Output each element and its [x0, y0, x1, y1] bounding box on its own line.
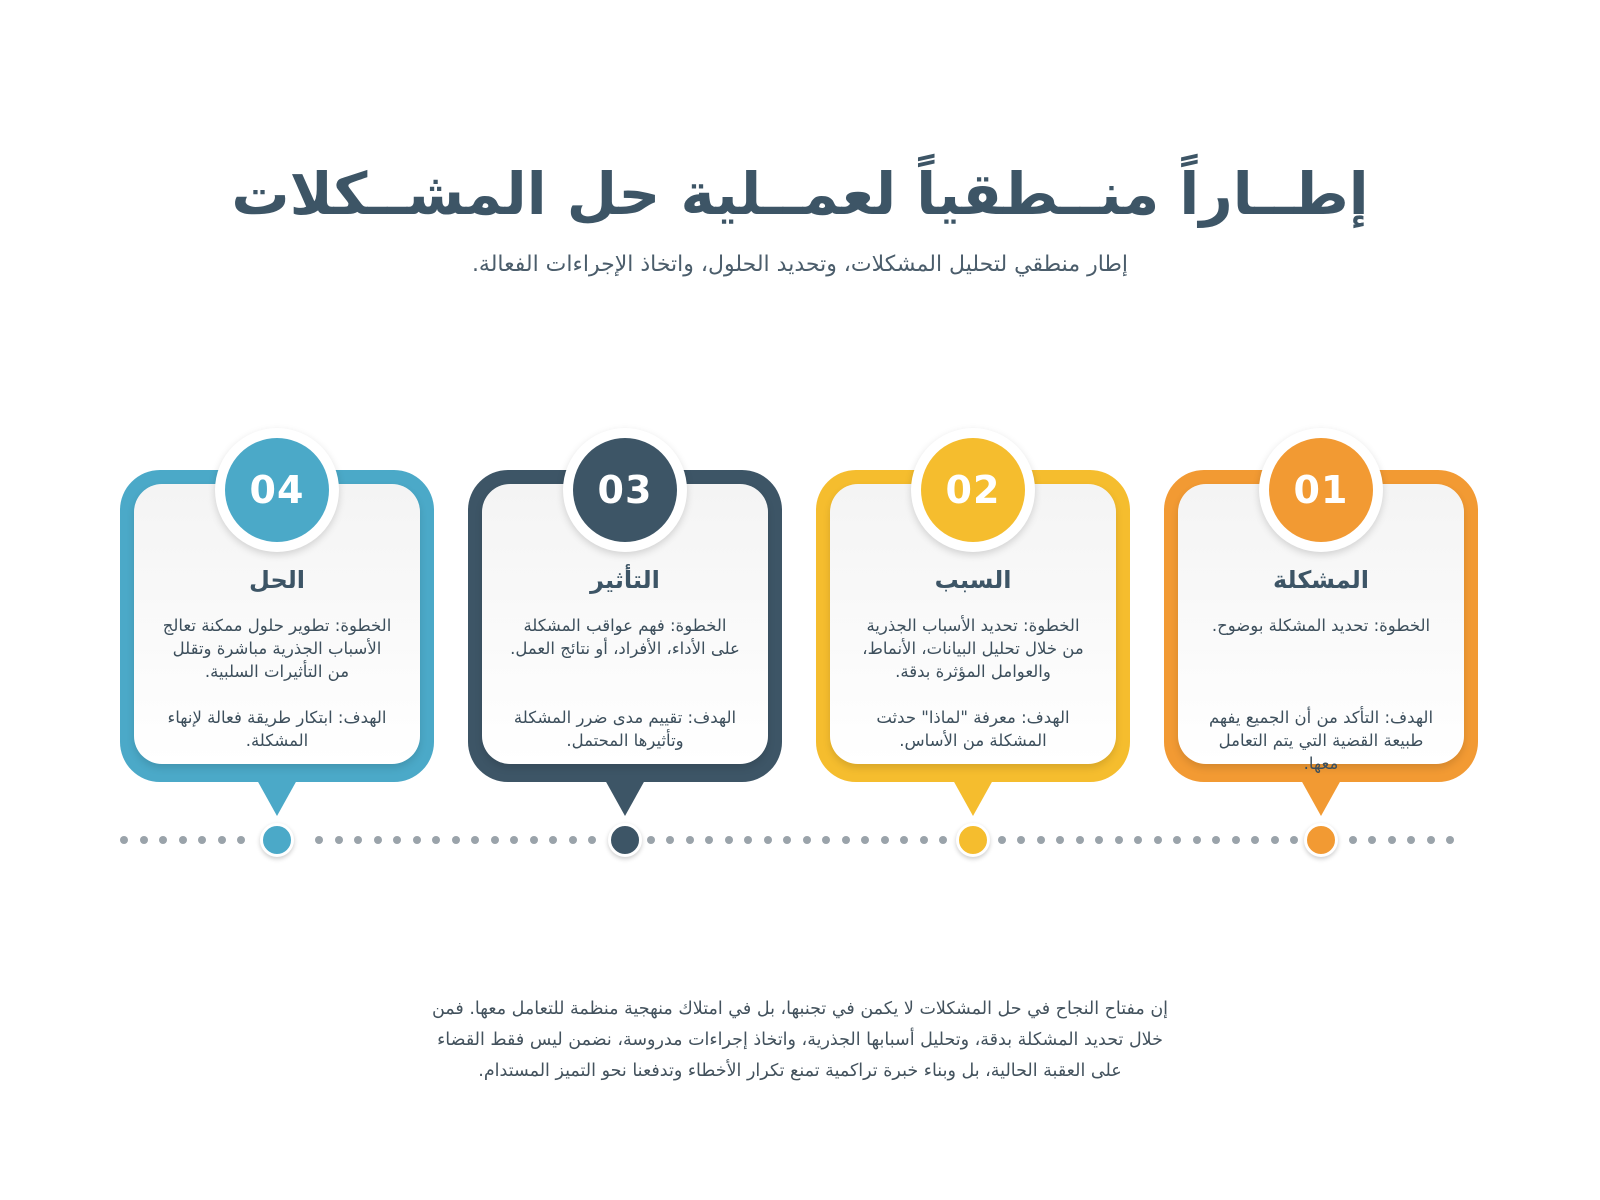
step-number-badge: 03 [573, 438, 677, 542]
timeline-dot [1251, 836, 1259, 844]
timeline-dot [783, 836, 791, 844]
timeline-dot [1134, 836, 1142, 844]
timeline-dot [1037, 836, 1045, 844]
card-title: التأثير [590, 566, 660, 594]
timeline-dot [744, 836, 752, 844]
card-goal-text: الهدف: ابتكار طريقة فعالة لإنهاء المشكلة. [167, 708, 387, 750]
timeline-dot [920, 836, 928, 844]
timeline-dot [822, 836, 830, 844]
timeline-dot [1407, 836, 1415, 844]
timeline-dot [725, 836, 733, 844]
timeline-dot [1076, 836, 1084, 844]
card-title: السبب [934, 566, 1012, 594]
timeline-dot [900, 836, 908, 844]
step-badge-ring [563, 428, 687, 552]
timeline-dot [764, 836, 772, 844]
timeline-dot [471, 836, 479, 844]
step-number-badge: 01 [1269, 438, 1373, 542]
conclusion-paragraph: إن مفتاح النجاح في حل المشكلات لا يكمن في تجنبها، بل في امتلاك منهجية منظمة للتعامل معها. فمن خلال تحديد المشكلة بدقة، وتحليل أسبابها الجذرية، واتخاذ إجراءات مدروسة، نضمن ليس فقط القضاء على العقبة الحالية، بل وبناء خبرة تراكمية تمنع تكرار الأخطاء وتدفعنا نحو التميز المستدام. [431, 999, 1169, 1081]
timeline-dot [510, 836, 518, 844]
card-title: الحل [249, 566, 305, 594]
timeline-dot [549, 836, 557, 844]
timeline-dot [588, 836, 596, 844]
card-title: المشكلة [1272, 566, 1370, 594]
timeline-dot [530, 836, 538, 844]
card-pointer [605, 780, 645, 816]
card-step-text: الخطوة: تحديد المشكلة بوضوح. [1211, 616, 1431, 635]
timeline-dot [335, 836, 343, 844]
timeline-dot [803, 836, 811, 844]
step-card-problem [1164, 470, 1478, 782]
timeline-dot [218, 836, 226, 844]
step-card-impact [468, 470, 782, 782]
timeline-dot [354, 836, 362, 844]
card-pointer [1301, 780, 1341, 816]
timeline-dot [120, 836, 128, 844]
step-number-badge: 02 [921, 438, 1025, 542]
timeline-dot [842, 836, 850, 844]
timeline-milestone [608, 823, 642, 857]
timeline-dot [1095, 836, 1103, 844]
card-goal-text: الهدف: التأكد من أن الجميع يفهم طبيعة القضية التي يتم التعامل معها. [1208, 708, 1434, 773]
timeline-milestone [1304, 823, 1338, 857]
card-step-text: الخطوة: فهم عواقب المشكلة على الأداء، الأفراد، أو نتائج العمل. [510, 616, 740, 658]
timeline-dot [666, 836, 674, 844]
timeline-dot [1388, 836, 1396, 844]
timeline-dot [1056, 836, 1064, 844]
timeline-milestone [956, 823, 990, 857]
timeline-dot [1349, 836, 1357, 844]
page-title: إطــاراً منــطقياً لعمــلية حل المشــكلات [231, 160, 1369, 228]
card-pointer [257, 780, 297, 816]
timeline-dot [881, 836, 889, 844]
card-step-text: الخطوة: تطوير حلول ممكنة تعالج الأسباب الجذرية مباشرة وتقلل من التأثيرات السلبية. [162, 616, 392, 681]
timeline-dot [1115, 836, 1123, 844]
timeline-dot [1193, 836, 1201, 844]
timeline-dot [315, 836, 323, 844]
timeline-dot [491, 836, 499, 844]
card-pointer [953, 780, 993, 816]
step-badge-ring [215, 428, 339, 552]
timeline-dot [705, 836, 713, 844]
timeline-dot [452, 836, 460, 844]
timeline-dot [1446, 836, 1454, 844]
step-badge-ring [911, 428, 1035, 552]
timeline-dot [569, 836, 577, 844]
timeline-dot [432, 836, 440, 844]
timeline-dot [1173, 836, 1181, 844]
timeline-dot [140, 836, 148, 844]
timeline-dot [393, 836, 401, 844]
timeline-dot [1271, 836, 1279, 844]
timeline-dot [198, 836, 206, 844]
timeline-dot [159, 836, 167, 844]
timeline-dot [861, 836, 869, 844]
step-number-badge: 04 [225, 438, 329, 542]
step-badge-ring [1259, 428, 1383, 552]
page-subtitle: إطار منطقي لتحليل المشكلات، وتحديد الحلول، واتخاذ الإجراءات الفعالة. [471, 252, 1129, 277]
timeline-dot [998, 836, 1006, 844]
timeline-dot [647, 836, 655, 844]
step-card-cause [816, 470, 1130, 782]
timeline-milestone [260, 823, 294, 857]
timeline-dot [939, 836, 947, 844]
timeline-dot [1017, 836, 1025, 844]
card-goal-text: الهدف: معرفة "لماذا" حدثت المشكلة من الأساس. [876, 708, 1070, 750]
timeline-dot [1232, 836, 1240, 844]
timeline-dot [413, 836, 421, 844]
timeline-dot [686, 836, 694, 844]
timeline-dot [1368, 836, 1376, 844]
timeline-dot [237, 836, 245, 844]
timeline-dot [1212, 836, 1220, 844]
timeline [0, 840, 1600, 841]
timeline-dot [374, 836, 382, 844]
card-goal-text: الهدف: تقييم مدى ضرر المشكلة وتأثيرها المحتمل. [513, 708, 737, 750]
timeline-dot [1154, 836, 1162, 844]
timeline-dot [1427, 836, 1435, 844]
timeline-dot [1290, 836, 1298, 844]
step-card-solution [120, 470, 434, 782]
timeline-dot [179, 836, 187, 844]
card-step-text: الخطوة: تحديد الأسباب الجذرية من خلال تحليل البيانات، الأنماط، والعوامل المؤثرة بدقة. [862, 616, 1084, 681]
